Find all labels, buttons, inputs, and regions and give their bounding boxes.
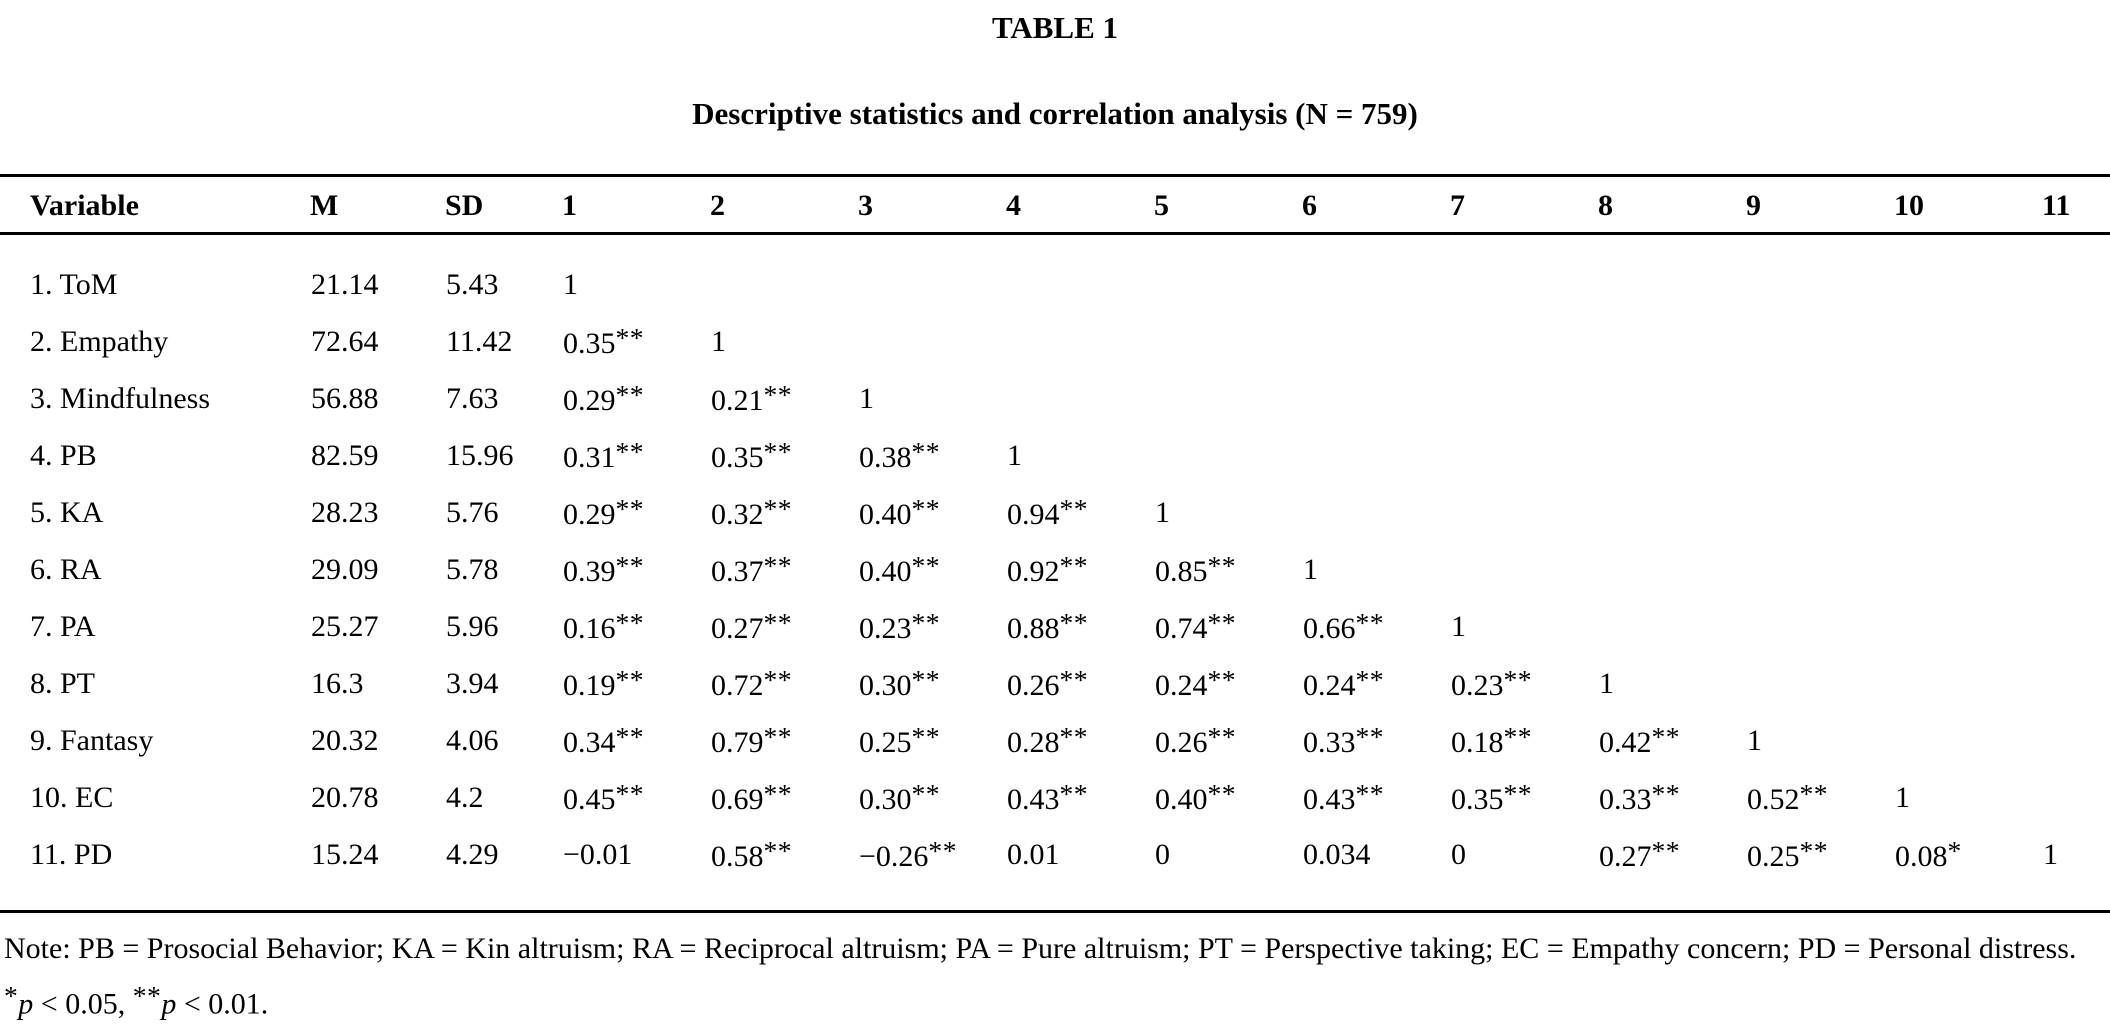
value-cell (1450, 313, 1598, 370)
value-cell: 0.94** (1007, 492, 1089, 532)
significance-stars: ** (1207, 606, 1237, 638)
significance-stars: ** (763, 492, 793, 524)
significance-stars: ** (928, 834, 958, 866)
value-cell: 72.64 (311, 324, 379, 358)
value-cell: 0.33** (1599, 777, 1681, 817)
significance-stars: ** (911, 606, 941, 638)
significance-stars: ** (615, 663, 645, 695)
value-cell (1006, 313, 1154, 370)
table-row (0, 769, 2110, 826)
value-cell (2042, 234, 2110, 314)
value-cell (1598, 370, 1746, 427)
variable-cell: 10. EC (30, 780, 114, 814)
variable-cell: 2. Empathy (30, 324, 169, 358)
value-cell: 0.25** (1747, 834, 1829, 874)
value-cell: 0.27** (1599, 834, 1681, 874)
value-cell: 0.29** (563, 378, 645, 418)
significance-stars: ** (1355, 606, 1385, 638)
significance-stars: ** (1207, 720, 1237, 752)
value-cell: 0.69** (711, 777, 793, 817)
value-cell: 0.72** (711, 663, 793, 703)
note-italic-p: p (161, 987, 177, 1021)
value-cell (1450, 541, 1598, 598)
table-body (0, 234, 2110, 912)
value-cell: 20.78 (311, 780, 379, 814)
value-cell (1746, 313, 1894, 370)
significance-stars: ** (1207, 663, 1237, 695)
table-row (0, 655, 2110, 712)
significance-stars: ** (615, 606, 645, 638)
value-cell: 0.33** (1303, 720, 1385, 760)
value-cell (2042, 370, 2110, 427)
table-row (0, 234, 2110, 314)
value-cell: 4.06 (446, 723, 499, 757)
value-cell (1154, 234, 1302, 314)
value-cell (1894, 370, 2042, 427)
note-text: < 0.05, (33, 987, 133, 1021)
value-cell (1894, 541, 2042, 598)
significance-stars: ** (615, 492, 645, 524)
value-cell: 5.43 (446, 267, 499, 301)
value-cell: 1 (563, 267, 578, 301)
variable-cell: 3. Mindfulness (30, 381, 210, 415)
value-cell: 25.27 (311, 609, 379, 643)
value-cell (2042, 313, 2110, 370)
value-cell: 0.26** (1155, 720, 1237, 760)
value-cell (1598, 484, 1746, 541)
significance-stars: ** (1059, 663, 1089, 695)
value-cell: 1 (711, 324, 726, 358)
value-cell: 0.30** (859, 777, 941, 817)
variable-cell: 11. PD (30, 837, 113, 871)
significance-stars: ** (911, 435, 941, 467)
value-cell (1302, 313, 1450, 370)
note-text: Note: PB = Prosocial Behavior; KA = Kin altruism; RA = Reciprocal altruism; PA = Pure altruism; PT = Perspective taking; EC = Empathy concern; PD = Personal distress. (4, 932, 2077, 965)
value-cell (1894, 598, 2042, 655)
significance-stars: ** (1059, 720, 1089, 752)
significance-stars: ** (763, 378, 793, 410)
value-cell (1746, 541, 1894, 598)
significance-stars: ** (1651, 834, 1681, 866)
value-cell: 0.35** (1451, 777, 1533, 817)
significance-stars: ** (615, 321, 645, 353)
value-cell (1006, 370, 1154, 427)
variable-cell: 1. ToM (30, 267, 118, 301)
value-cell: 1 (1451, 609, 1466, 643)
table-label: TABLE 1 (991, 10, 1119, 45)
significance-stars: ** (763, 663, 793, 695)
value-cell: 11.42 (446, 324, 513, 358)
value-cell (1746, 484, 1894, 541)
value-cell (858, 234, 1006, 314)
value-cell: 0.26** (1007, 663, 1089, 703)
significance-stars: ** (763, 834, 793, 866)
value-cell (1450, 427, 1598, 484)
value-cell: 0.92** (1007, 549, 1089, 589)
value-cell: 0.39** (563, 549, 645, 589)
value-cell (1302, 370, 1450, 427)
value-cell: 0.18** (1451, 720, 1533, 760)
value-cell: 0.34** (563, 720, 645, 760)
value-cell (1598, 313, 1746, 370)
value-cell: 0.74** (1155, 606, 1237, 646)
column-header: 3 (858, 176, 1006, 234)
value-cell: 0.27** (711, 606, 793, 646)
value-cell: 0 (1155, 837, 1170, 871)
value-cell (1894, 484, 2042, 541)
value-cell: 21.14 (311, 267, 379, 301)
value-cell: 0.16** (563, 606, 645, 646)
value-cell: 0.42** (1599, 720, 1681, 760)
value-cell (1598, 598, 1746, 655)
significance-stars: ** (615, 549, 645, 581)
value-cell: 1 (1155, 495, 1170, 529)
value-cell (1746, 370, 1894, 427)
value-cell: 0.23** (859, 606, 941, 646)
value-cell (1746, 234, 1894, 314)
table-note (0, 925, 2110, 1027)
value-cell (2042, 769, 2110, 826)
value-cell: 1 (1303, 552, 1318, 586)
variable-cell: 8. PT (30, 666, 96, 700)
value-cell: 15.24 (311, 837, 379, 871)
column-header: 8 (1598, 176, 1746, 234)
value-cell (710, 234, 858, 314)
value-cell: 56.88 (311, 381, 379, 415)
significance-stars: ** (911, 663, 941, 695)
column-header: 1 (562, 176, 710, 234)
significance-stars: ** (615, 378, 645, 410)
value-cell: 82.59 (311, 438, 379, 472)
value-cell: 0.24** (1303, 663, 1385, 703)
value-cell: 5.96 (446, 609, 499, 643)
column-header: Variable (0, 176, 310, 234)
variable-cell: 4. PB (30, 438, 97, 472)
column-header: 9 (1746, 176, 1894, 234)
value-cell: 7.63 (446, 381, 499, 415)
variable-cell: 5. KA (30, 495, 104, 529)
value-cell: 0.40** (859, 549, 941, 589)
value-cell: 0.40** (1155, 777, 1237, 817)
significance-stars: ** (1799, 777, 1829, 809)
significance-stars: * (4, 980, 19, 1011)
value-cell: 0.88** (1007, 606, 1089, 646)
value-cell: 5.78 (446, 552, 499, 586)
value-cell: 0.40** (859, 492, 941, 532)
column-header: 5 (1154, 176, 1302, 234)
value-cell: 0 (1451, 837, 1466, 871)
value-cell (1154, 313, 1302, 370)
table-row (0, 313, 2110, 370)
significance-stars: ** (1207, 549, 1237, 581)
value-cell (1598, 541, 1746, 598)
value-cell: 15.96 (446, 438, 514, 472)
value-cell (1154, 427, 1302, 484)
table-row (0, 598, 2110, 655)
value-cell (1450, 234, 1598, 314)
significance-stars: ** (1207, 777, 1237, 809)
significance-stars: ** (1355, 777, 1385, 809)
value-cell: 0.034 (1303, 837, 1371, 871)
table-row (0, 370, 2110, 427)
value-cell (1302, 234, 1450, 314)
value-cell: −0.01 (563, 837, 633, 871)
value-cell: 0.25** (859, 720, 941, 760)
value-cell: 28.23 (311, 495, 379, 529)
significance-stars: ** (1651, 720, 1681, 752)
significance-stars: ** (763, 720, 793, 752)
variable-cell: 9. Fantasy (30, 723, 154, 757)
column-header: 7 (1450, 176, 1598, 234)
value-cell: 0.37** (711, 549, 793, 589)
significance-stars: ** (1059, 549, 1089, 581)
value-cell (1746, 427, 1894, 484)
value-cell (858, 313, 1006, 370)
value-cell (1894, 427, 2042, 484)
value-cell (2042, 541, 2110, 598)
value-cell: 1 (1007, 438, 1022, 472)
value-cell (1894, 655, 2042, 712)
significance-stars: ** (132, 980, 162, 1011)
significance-stars: ** (1503, 777, 1533, 809)
variable-cell: 6. RA (30, 552, 102, 586)
table-row (0, 427, 2110, 484)
value-cell: 0.01 (1007, 837, 1060, 871)
value-cell: 0.43** (1007, 777, 1089, 817)
value-cell: 5.76 (446, 495, 499, 529)
column-header: SD (445, 176, 562, 234)
value-cell: 29.09 (311, 552, 379, 586)
value-cell: −0.26** (859, 834, 958, 874)
value-cell (1746, 655, 1894, 712)
value-cell: 4.29 (446, 837, 499, 871)
value-cell: 0.38** (859, 435, 941, 475)
value-cell: 0.24** (1155, 663, 1237, 703)
value-cell: 0.28** (1007, 720, 1089, 760)
correlation-table (0, 174, 2110, 913)
value-cell (1746, 598, 1894, 655)
note-italic-p: p (18, 987, 34, 1021)
significance-stars: ** (911, 720, 941, 752)
value-cell: 16.3 (311, 666, 364, 700)
table-header (0, 176, 2110, 234)
value-cell (1006, 234, 1154, 314)
value-cell (1154, 370, 1302, 427)
column-header: 2 (710, 176, 858, 234)
value-cell (1450, 484, 1598, 541)
value-cell: 1 (2043, 837, 2058, 871)
table-row (0, 826, 2110, 912)
value-cell: 0.35** (711, 435, 793, 475)
column-header: M (310, 176, 445, 234)
column-header: 6 (1302, 176, 1450, 234)
significance-stars: ** (763, 435, 793, 467)
value-cell: 3.94 (446, 666, 499, 700)
value-cell (1894, 234, 2042, 314)
value-cell: 20.32 (311, 723, 379, 757)
value-cell: 1 (1747, 723, 1762, 757)
value-cell: 0.58** (711, 834, 793, 874)
significance-stars: ** (911, 492, 941, 524)
value-cell: 0.31** (563, 435, 645, 475)
table-caption: Descriptive statistics and correlation analysis (N = 759) (692, 96, 1418, 131)
note-text: < 0.01. (176, 987, 269, 1021)
value-cell: 0.30** (859, 663, 941, 703)
significance-stars: ** (1059, 492, 1089, 524)
value-cell: 0.29** (563, 492, 645, 532)
table-row (0, 484, 2110, 541)
table-row (0, 712, 2110, 769)
column-header: 10 (1894, 176, 2042, 234)
significance-stars: ** (763, 777, 793, 809)
significance-stars: ** (1503, 663, 1533, 695)
significance-stars: ** (1355, 663, 1385, 695)
value-cell: 0.23** (1451, 663, 1533, 703)
significance-stars: ** (1355, 720, 1385, 752)
significance-stars: ** (1059, 777, 1089, 809)
value-cell: 0.08* (1895, 834, 1962, 874)
significance-stars: * (1947, 834, 1962, 866)
column-header: 11 (2042, 176, 2110, 234)
value-cell (1894, 313, 2042, 370)
value-cell: 1 (859, 381, 874, 415)
value-cell: 0.19** (563, 663, 645, 703)
value-cell: 0.45** (563, 777, 645, 817)
significance-stars: ** (615, 435, 645, 467)
value-cell: 0.66** (1303, 606, 1385, 646)
significance-stars: ** (615, 777, 645, 809)
value-cell (2042, 484, 2110, 541)
significance-stars: ** (911, 777, 941, 809)
value-cell (2042, 712, 2110, 769)
significance-stars: ** (763, 606, 793, 638)
significance-stars: ** (1651, 777, 1681, 809)
value-cell: 0.52** (1747, 777, 1829, 817)
value-cell: 0.21** (711, 378, 793, 418)
table-header-row (0, 176, 2110, 234)
value-cell (1894, 712, 2042, 769)
value-cell (1302, 427, 1450, 484)
significance-stars: ** (615, 720, 645, 752)
value-cell: 0.35** (563, 321, 645, 361)
value-cell: 0.85** (1155, 549, 1237, 589)
value-cell (1598, 234, 1746, 314)
value-cell: 1 (1895, 780, 1910, 814)
value-cell: 0.79** (711, 720, 793, 760)
significance-stars: ** (1799, 834, 1829, 866)
value-cell: 1 (1599, 666, 1614, 700)
value-cell (1598, 427, 1746, 484)
value-cell (1302, 484, 1450, 541)
significance-stars: ** (911, 549, 941, 581)
value-cell (2042, 655, 2110, 712)
value-cell: 0.32** (711, 492, 793, 532)
value-cell (2042, 427, 2110, 484)
column-header: 4 (1006, 176, 1154, 234)
significance-stars: ** (1059, 606, 1089, 638)
value-cell (1450, 370, 1598, 427)
variable-cell: 7. PA (30, 609, 96, 643)
value-cell: 0.43** (1303, 777, 1385, 817)
table-row (0, 541, 2110, 598)
value-cell (2042, 598, 2110, 655)
significance-stars: ** (763, 549, 793, 581)
significance-stars: ** (1503, 720, 1533, 752)
value-cell: 4.2 (446, 780, 484, 814)
